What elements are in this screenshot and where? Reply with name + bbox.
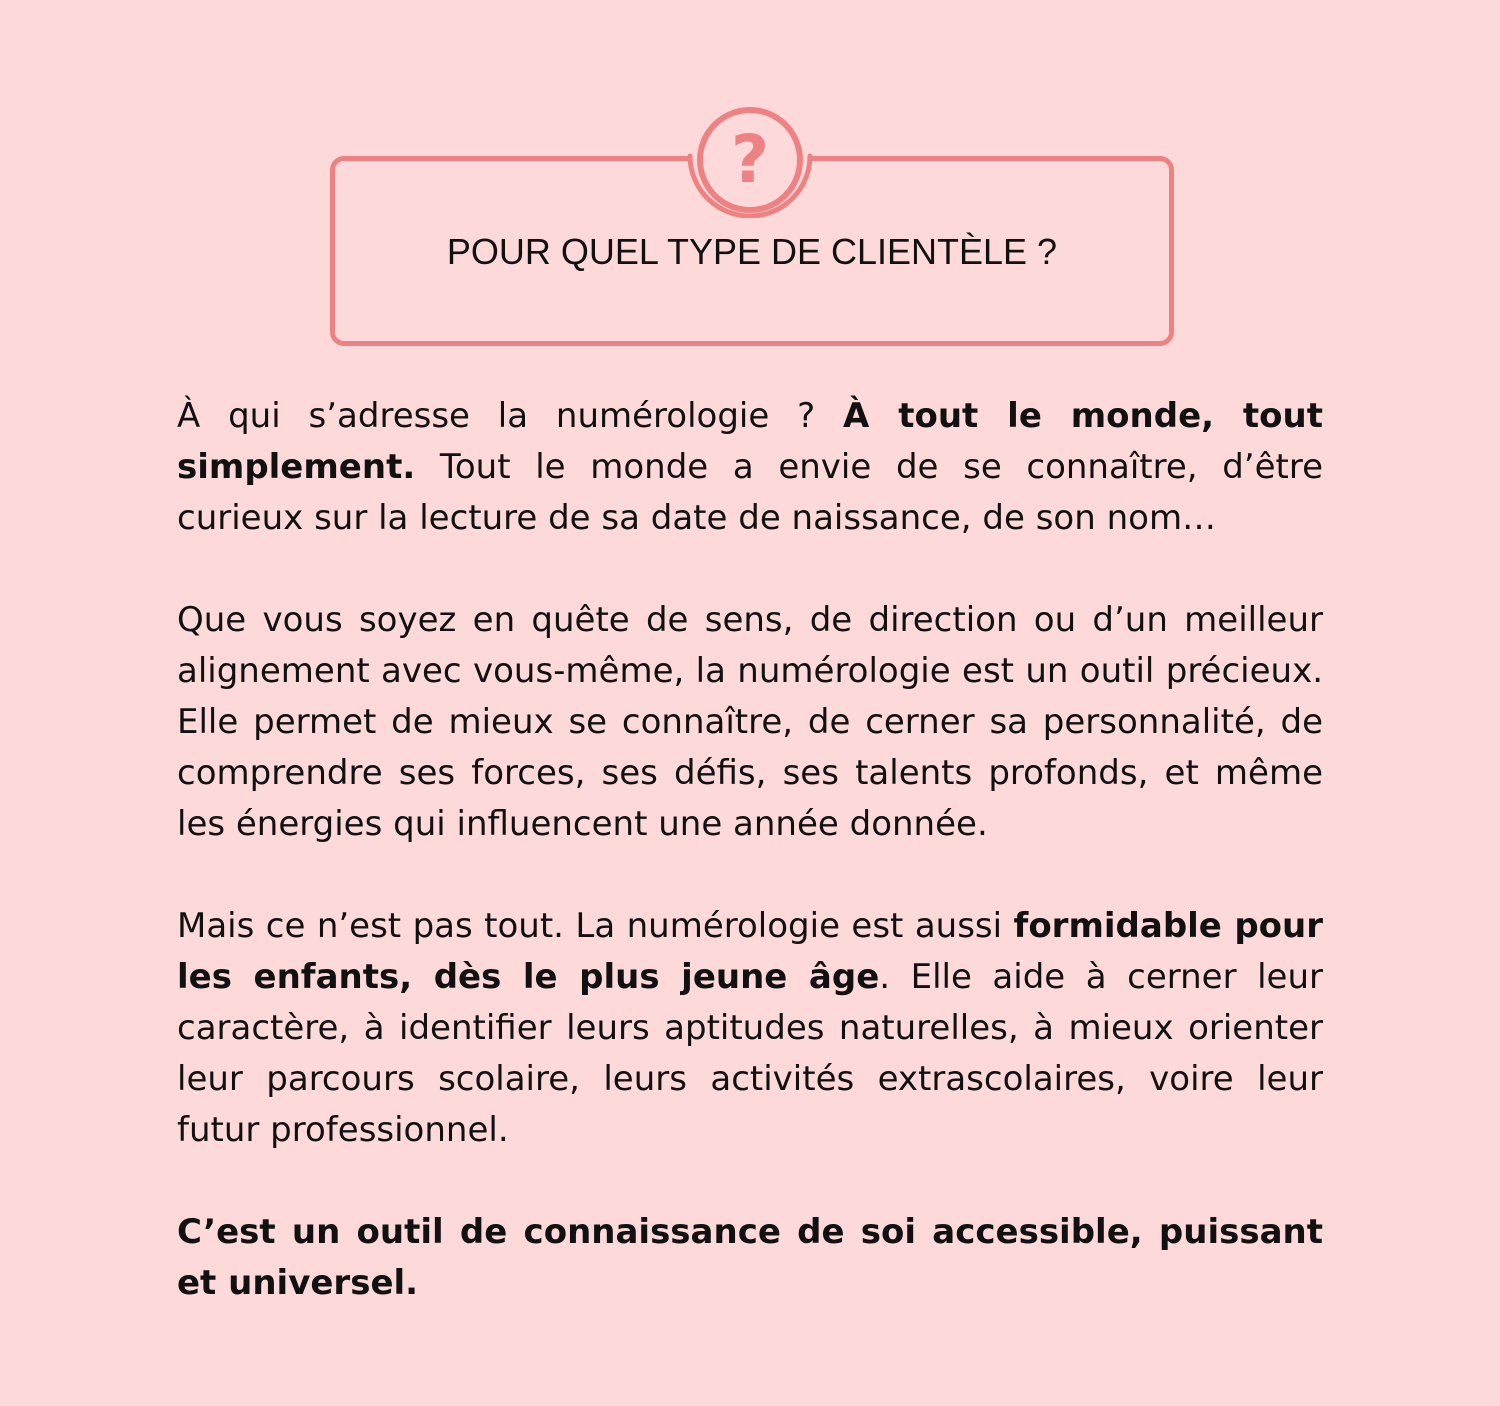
- paragraph-emphasis: C’est un outil de connaissance de soi accessible, puissant et universel.: [177, 1212, 1323, 1303]
- page-title: POUR QUEL TYPE DE CLIENTÈLE ?: [446, 231, 1058, 272]
- body-text: [177, 391, 1323, 1309]
- paragraph-emphasis: À tout le monde, tout simplement.: [177, 396, 1323, 487]
- paragraph-emphasis: formidable pour les enfants, dès le plus jeune âge: [177, 906, 1324, 997]
- paragraph-text: Mais ce n’est pas tout. La numérologie est aussi: [177, 906, 1014, 946]
- paragraph-conclusion: [177, 1207, 1323, 1309]
- paragraph-benefits: [177, 595, 1323, 850]
- paragraph-children: [177, 901, 1323, 1156]
- question-mark-icon: [686, 100, 814, 218]
- paragraph-text: Que vous soyez en quête de sens, de direction ou d’un meilleur alignement avec vous-même, la numérologie est un outil précieux. Elle permet de mieux se connaître, de cerner sa personnalité, de comprendre ses forces, ses défis, ses talents profonds, et même les énergies qui influencent une année donnée.: [177, 600, 1323, 844]
- paragraph-text: . Elle aide à cerner leur caractère, à identifier leurs aptitudes naturelles, à mieux orienter leur parcours scolaire, leurs activités extrascolaires, voire leur futur professionnel.: [177, 957, 1323, 1150]
- paragraph-text: À qui s’adresse la numérologie ?: [177, 396, 844, 436]
- paragraph-text: Tout le monde a envie de se connaître, d’être curieux sur la lecture de sa date de naissance, de son nom…: [177, 447, 1323, 538]
- question-mark-glyph: ?: [730, 121, 770, 198]
- paragraph-audience: [177, 391, 1323, 544]
